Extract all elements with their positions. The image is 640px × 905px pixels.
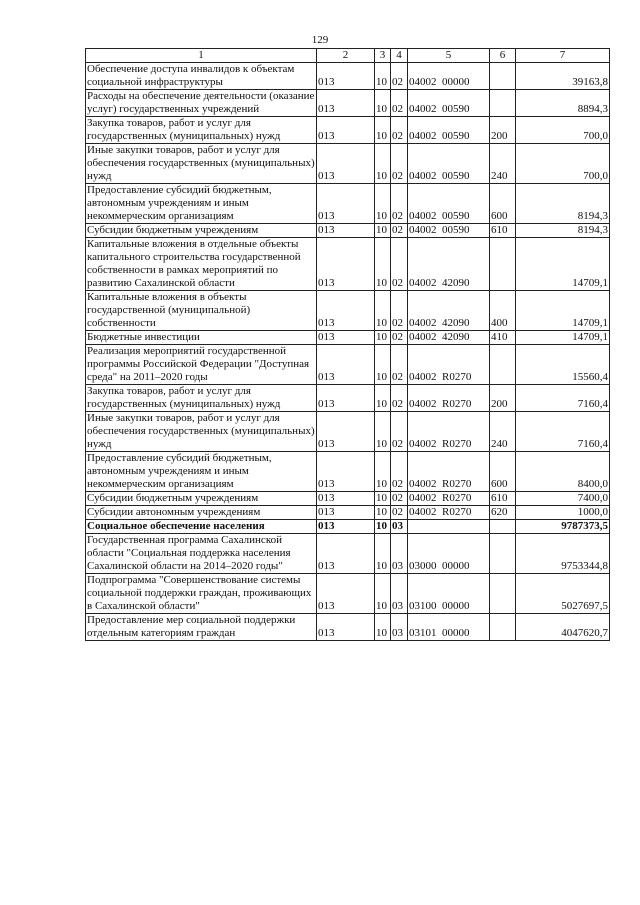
amount-cell: 8400,0 (516, 452, 610, 492)
ministry-code-cell: 013 (317, 385, 375, 412)
section-code-cell: 10 (375, 291, 391, 331)
subsection-code-cell: 03 (391, 534, 408, 574)
expense-type-cell: 610 (490, 492, 516, 506)
subsection-code-cell: 02 (391, 63, 408, 90)
section-code-cell: 10 (375, 520, 391, 534)
row-name-cell: Социальное обеспечение населения (86, 520, 317, 534)
expense-type-cell (490, 614, 516, 641)
expense-type-cell (490, 345, 516, 385)
subsection-code-cell: 02 (391, 184, 408, 224)
target-article-cell: 04002 R0270 (408, 506, 490, 520)
ministry-code-cell: 013 (317, 574, 375, 614)
expense-type-cell: 200 (490, 385, 516, 412)
amount-cell: 14709,1 (516, 331, 610, 345)
subsection-code-cell: 02 (391, 331, 408, 345)
ministry-code-cell: 013 (317, 238, 375, 291)
section-code-cell: 10 (375, 238, 391, 291)
expense-type-cell: 620 (490, 506, 516, 520)
section-code-cell: 10 (375, 117, 391, 144)
amount-cell: 9787373,5 (516, 520, 610, 534)
row-name-cell: Капитальные вложения в объекты государственной (муниципальной) собственности (86, 291, 317, 331)
ministry-code-cell: 013 (317, 345, 375, 385)
ministry-code-cell: 013 (317, 520, 375, 534)
subsection-code-cell: 02 (391, 90, 408, 117)
table-row (86, 224, 610, 238)
table-row (86, 534, 610, 574)
section-code-cell: 10 (375, 63, 391, 90)
table-row (86, 184, 610, 224)
subsection-code-cell: 03 (391, 520, 408, 534)
expense-type-cell: 600 (490, 184, 516, 224)
table-row (86, 574, 610, 614)
subsection-code-cell: 02 (391, 412, 408, 452)
section-code-cell: 10 (375, 412, 391, 452)
ministry-code-cell: 013 (317, 90, 375, 117)
target-article-cell: 04002 R0270 (408, 452, 490, 492)
expense-type-cell (490, 574, 516, 614)
row-name-cell: Иные закупки товаров, работ и услуг для обеспечения государственных (муниципальных) нужд (87, 412, 315, 450)
ministry-code-cell: 013 (317, 224, 375, 238)
table-row (86, 492, 610, 506)
expense-type-cell: 410 (490, 331, 516, 345)
ministry-code-cell: 013 (317, 184, 375, 224)
section-code-cell: 10 (375, 345, 391, 385)
amount-cell: 8194,3 (516, 224, 610, 238)
subsection-code-cell: 03 (391, 574, 408, 614)
ministry-code-cell: 013 (317, 291, 375, 331)
expense-type-cell: 240 (490, 144, 516, 184)
target-article-cell: 04002 00590 (408, 90, 490, 117)
table-row (86, 345, 610, 385)
row-name-cell: Иные закупки товаров, работ и услуг для обеспечения государственных (муниципальных) нужд (87, 144, 315, 182)
subsection-code-cell: 02 (391, 452, 408, 492)
table-row (86, 331, 610, 345)
target-article-cell: 04002 00590 (408, 224, 490, 238)
section-code-cell: 10 (375, 385, 391, 412)
budget-table (85, 48, 610, 641)
subsection-code-cell: 03 (391, 614, 408, 641)
table-row (86, 385, 610, 412)
table-row (86, 90, 610, 117)
subsection-code-cell: 02 (391, 291, 408, 331)
row-name-cell: Предоставление субсидий бюджетным, автономным учреждениям и иным некоммерческим организациям (86, 184, 317, 224)
table-row (86, 63, 610, 90)
expense-type-cell (490, 63, 516, 90)
expense-type-cell (490, 90, 516, 117)
target-article-cell: 03100 00000 (408, 574, 490, 614)
target-article-cell: 04002 R0270 (408, 412, 490, 452)
row-name-cell: Субсидии бюджетным учреждениям (86, 492, 317, 506)
ministry-code-cell: 013 (317, 331, 375, 345)
section-code-cell: 10 (375, 224, 391, 238)
ministry-code-cell: 013 (317, 117, 375, 144)
target-article-cell: 04002 R0270 (408, 345, 490, 385)
expense-type-cell: 600 (490, 452, 516, 492)
target-article-cell: 04002 00590 (408, 144, 490, 184)
amount-cell: 7400,0 (516, 492, 610, 506)
amount-cell: 5027697,5 (516, 574, 610, 614)
expense-type-cell: 400 (490, 291, 516, 331)
amount-cell: 4047620,7 (516, 614, 610, 641)
section-code-cell: 10 (375, 184, 391, 224)
row-name-cell: Реализация мероприятий государственной программы Российской Федерации "Доступная среда" на 2011–2020 годы (86, 345, 317, 385)
row-name-cell: Обеспечение доступа инвалидов к объектам социальной инфраструктуры (86, 63, 317, 90)
subsection-code-cell: 02 (391, 238, 408, 291)
table-row (86, 614, 610, 641)
ministry-code-cell: 013 (317, 412, 375, 452)
target-article-cell: 04002 00590 (408, 184, 490, 224)
row-name-cell: Закупка товаров, работ и услуг для государственных (муниципальных) нужд (86, 117, 317, 144)
column-header: 2 (317, 49, 375, 63)
ministry-code-cell: 013 (317, 534, 375, 574)
amount-cell: 9753344,8 (516, 534, 610, 574)
amount-cell: 7160,4 (516, 385, 610, 412)
amount-cell: 14709,1 (516, 291, 610, 331)
target-article-cell: 04002 R0270 (408, 385, 490, 412)
amount-cell: 8194,3 (516, 184, 610, 224)
table-row (86, 117, 610, 144)
ministry-code-cell: 013 (317, 492, 375, 506)
column-header: 4 (391, 49, 408, 63)
expense-type-cell (490, 520, 516, 534)
row-name-cell: Предоставление субсидий бюджетным, автономным учреждениям и иным некоммерческим организациям (86, 452, 317, 492)
target-article-cell: 04002 00590 (408, 117, 490, 144)
section-code-cell: 10 (375, 492, 391, 506)
subsection-code-cell: 02 (391, 117, 408, 144)
section-code-cell: 10 (375, 144, 391, 184)
target-article-cell: 04002 42090 (408, 238, 490, 291)
column-header: 7 (516, 49, 610, 63)
amount-cell: 1000,0 (516, 506, 610, 520)
column-header: 5 (408, 49, 490, 63)
expense-type-cell: 200 (490, 117, 516, 144)
target-article-cell: 03101 00000 (408, 614, 490, 641)
table-row (86, 452, 610, 492)
amount-cell: 14709,1 (516, 238, 610, 291)
ministry-code-cell: 013 (317, 614, 375, 641)
amount-cell: 700,0 (516, 144, 610, 184)
subsection-code-cell: 02 (391, 144, 408, 184)
target-article-cell: 04002 42090 (408, 331, 490, 345)
section-code-cell: 10 (375, 452, 391, 492)
row-name-cell: Субсидии бюджетным учреждениям (86, 224, 317, 238)
subsection-code-cell: 02 (391, 224, 408, 238)
table-row (86, 412, 610, 452)
table-row (86, 520, 610, 534)
ministry-code-cell: 013 (317, 144, 375, 184)
amount-cell: 8894,3 (516, 90, 610, 117)
amount-cell: 15560,4 (516, 345, 610, 385)
subsection-code-cell: 02 (391, 506, 408, 520)
column-header: 6 (490, 49, 516, 63)
subsection-code-cell: 02 (391, 385, 408, 412)
table-row (86, 291, 610, 331)
expense-type-cell (490, 238, 516, 291)
row-name-cell: Субсидии автономным учреждениям (86, 506, 317, 520)
row-name-cell: Капитальные вложения в отдельные объекты капитального строительства государственной собственности в рамках мероприятий по развитию Сахалинской области (86, 238, 317, 291)
target-article-cell: 04002 R0270 (408, 492, 490, 506)
ministry-code-cell: 013 (317, 506, 375, 520)
row-name-cell: Государственная программа Сахалинской области "Социальная поддержка населения Сахалинской области на 2014–2020 годы" (86, 534, 317, 574)
expense-type-cell: 610 (490, 224, 516, 238)
ministry-code-cell: 013 (317, 452, 375, 492)
column-header: 1 (86, 49, 317, 63)
page-number: 129 (311, 34, 329, 46)
table-row (86, 506, 610, 520)
section-code-cell: 10 (375, 614, 391, 641)
expense-type-cell (490, 534, 516, 574)
row-name-cell: Закупка товаров, работ и услуг для государственных (муниципальных) нужд (86, 385, 317, 412)
row-name-cell: Расходы на обеспечение деятельности (оказание услуг) государственных учреждений (86, 90, 317, 117)
row-name-cell: Бюджетные инвестиции (86, 331, 317, 345)
target-article-cell: 03000 00000 (408, 534, 490, 574)
table-row (86, 238, 610, 291)
section-code-cell: 10 (375, 331, 391, 345)
expense-type-cell: 240 (490, 412, 516, 452)
section-code-cell: 10 (375, 534, 391, 574)
section-code-cell: 10 (375, 90, 391, 117)
table-header-row (86, 49, 610, 63)
amount-cell: 700,0 (516, 117, 610, 144)
subsection-code-cell: 02 (391, 492, 408, 506)
amount-cell: 39163,8 (516, 63, 610, 90)
target-article-cell: 04002 00000 (408, 63, 490, 90)
section-code-cell: 10 (375, 506, 391, 520)
amount-cell: 7160,4 (516, 412, 610, 452)
row-name-cell: Подпрограмма "Совершенствование системы социальной поддержки граждан, проживающих в Сахалинской области" (86, 574, 317, 614)
target-article-cell (408, 520, 490, 534)
column-header: 3 (375, 49, 391, 63)
target-article-cell: 04002 42090 (408, 291, 490, 331)
table-row (86, 144, 610, 184)
ministry-code-cell: 013 (317, 63, 375, 90)
row-name-cell: Предоставление мер социальной поддержки отдельным категориям граждан (86, 614, 317, 641)
subsection-code-cell: 02 (391, 345, 408, 385)
section-code-cell: 10 (375, 574, 391, 614)
